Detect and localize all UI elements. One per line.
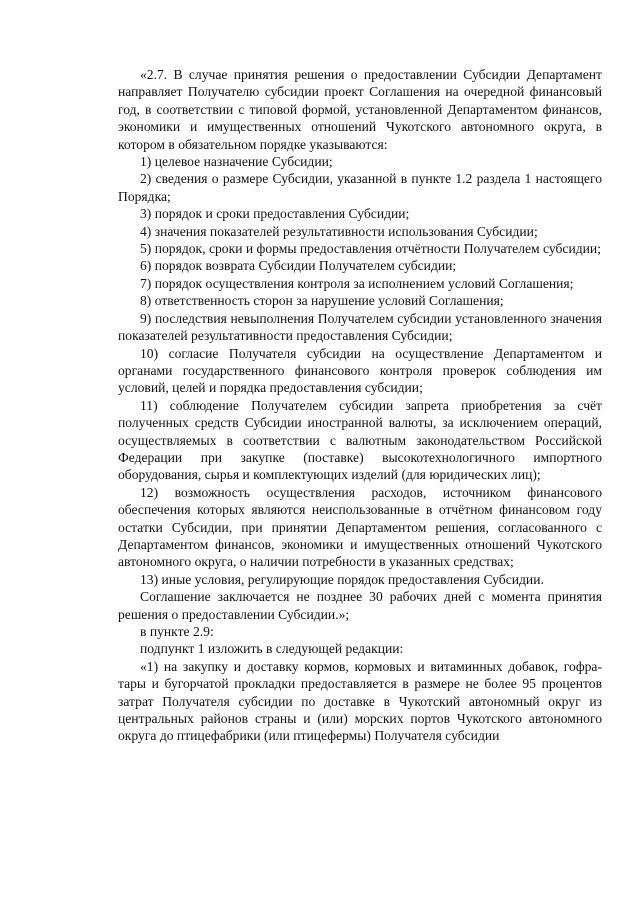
list-item-4: 4) значения показателей результативности использования Субсидии;	[140, 223, 538, 239]
subclause-1-intro: подпункт 1 изложить в следующей редакции:	[140, 641, 404, 657]
list-item-7: 7) порядок осуществления контроля за исполнением условий Соглашения;	[140, 275, 574, 291]
list-item-5: 5) порядок, сроки и формы предоставления отчётности Получателем субсидии;	[140, 241, 601, 257]
list-item-9: 9) последствия невыполнения Получателем субсидии установленного значения показателей результативности предоставления Субсидии;	[118, 310, 602, 344]
subclause-1-text: «1) на закупку и доставку кормов, кормовых и витаминных добавок, гофра-тары и бугорчатой прокладки предоставляется в размере не более 95 процентов затрат Получателя субсидии по доставке в Чукотский автономный округ из центральных районов страны и (или) морских портов Чукотского автономного округа до птицефабрики (или птицефермы) Получателя субсидии	[118, 658, 602, 744]
list-item-3: 3) порядок и сроки предоставления Субсидии;	[140, 206, 410, 222]
clause-2-9-heading: в пункте 2.9:	[140, 624, 214, 639]
list-item-13: 13) иные условия, регулирующие порядок предоставления Субсидии.	[140, 571, 544, 587]
document-body	[118, 66, 602, 745]
list-item-6: 6) порядок возврата Субсидии Получателем субсидии;	[140, 258, 457, 274]
paragraph-2-7: «2.7. В случае принятия решения о предоставлении Субсидии Департамент направляет Получателю субсидии проект Соглашения на очередной финансовый год, в соответствии с типовой формой, установленной Департаментом финансов, экономики и имущественных отношений Чукотского автономного округа, в котором в обязательном порядке указываются:	[118, 67, 602, 152]
list-item-1: 1) целевое назначение Субсидии;	[140, 154, 333, 170]
list-item-11: 11) соблюдение Получателем субсидии запрета приобретения за счёт полученных средств Субсидии иностранной валюты, за исключением операций, осуществляемых в соответствии с валютным законодательством Российской Федерации при закупке (поставке) высокотехнологичного импортного оборудования, сырья и комплектующих изделий (для юридических лиц);	[118, 397, 602, 483]
agreement-deadline-paragraph: Соглашение заключается не позднее 30 рабочих дней с момента принятия решения о предоставлении Субсидии.»;	[118, 589, 602, 622]
list-item-8: 8) ответственность сторон за нарушение условий Соглашения;	[140, 293, 504, 309]
list-item-10: 10) согласие Получателя субсидии на осуществление Департаментом и органами государственного финансового контроля проверок соблюдения им условий, целей и порядка предоставления субсидии;	[118, 345, 602, 396]
list-item-12: 12) возможность осуществления расходов, источником финансового обеспечения которых являются неиспользованные в отчётном финансовом году остатки Субсидии, при принятии Департаментом решения, согласованного с Департаментом финансов, экономики и имущественных отношений Чукотского автономного округа, о наличии потребности в указанных средствах;	[118, 484, 602, 570]
list-item-2: 2) сведения о размере Субсидии, указанной в пункте 1.2 раздела 1 настоящего Порядка;	[118, 171, 602, 204]
